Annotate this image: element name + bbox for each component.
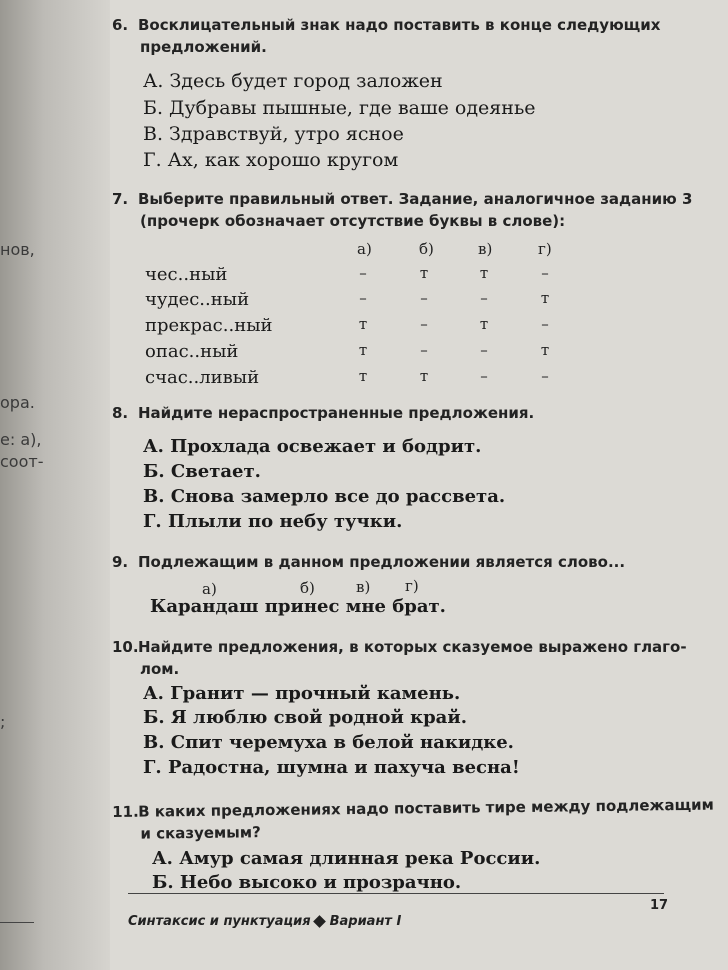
table-cell: – xyxy=(420,289,428,307)
table-cell: т xyxy=(358,367,368,385)
table-cell: т xyxy=(540,289,550,307)
table-header-a: а) xyxy=(357,240,372,258)
table-row-word: прекрас..ный xyxy=(145,315,273,336)
margin-fragment-3: е: а), xyxy=(0,430,42,449)
question-number: 8. xyxy=(112,404,129,422)
margin-rule xyxy=(0,922,34,923)
table-cell: – xyxy=(541,367,549,385)
table-cell: – xyxy=(480,289,488,307)
table-cell: – xyxy=(420,341,428,359)
q9-label-c: в) xyxy=(356,578,371,596)
table-cell: – xyxy=(541,264,549,282)
question-text: Найдите нераспространенные предложения. xyxy=(138,404,535,422)
question-text-cont: лом. xyxy=(140,660,180,678)
table-cell: – xyxy=(480,341,488,359)
question-9 xyxy=(112,551,625,573)
margin-fragment-1: нов, xyxy=(0,240,35,259)
question-text-cont: (прочерк обозначает отсутствие буквы в слове): xyxy=(140,212,566,230)
q8-option-d: Г. Плыли по небу тучки. xyxy=(143,511,403,532)
margin-fragment-5: ; xyxy=(0,712,6,731)
table-cell: – xyxy=(480,367,488,385)
margin-fragment-4: соот- xyxy=(0,452,44,471)
q11-option-a: А. Амур самая длинная река России. xyxy=(152,848,541,869)
table-cell: т xyxy=(540,341,550,359)
q8-option-a: А. Прохлада освежает и бодрит. xyxy=(143,436,482,457)
question-text: Найдите предложения, в которых сказуемое выражено глаго- xyxy=(138,638,687,656)
question-text-cont: и сказуемым? xyxy=(140,823,261,843)
margin-fragment-2: ора. xyxy=(0,393,35,412)
table-cell: – xyxy=(420,315,428,333)
question-11 xyxy=(112,794,714,845)
diamond-icon xyxy=(313,915,326,928)
question-number: 7. xyxy=(112,190,129,208)
q6-option-a: А. Здесь будет город заложен xyxy=(143,70,443,92)
question-text: Восклицательный знак надо поставить в конце следующих xyxy=(138,16,661,34)
page-number: 17 xyxy=(650,898,669,913)
table-cell: т xyxy=(419,264,429,282)
question-6 xyxy=(112,14,660,58)
question-number: 9. xyxy=(112,553,129,571)
question-text-cont: предложений. xyxy=(140,38,267,56)
footer xyxy=(128,914,401,929)
table-row-word: опас..ный xyxy=(145,341,239,362)
table-cell: т xyxy=(419,367,429,385)
q8-option-b: Б. Светает. xyxy=(143,461,261,482)
q10-option-a: А. Гранит — прочный камень. xyxy=(143,683,461,704)
question-10 xyxy=(112,636,687,680)
table-cell: т xyxy=(358,315,368,333)
table-cell: т xyxy=(358,341,368,359)
table-cell: – xyxy=(541,315,549,333)
q8-option-c: В. Снова замерло все до рассвета. xyxy=(143,486,506,507)
q6-option-c: В. Здравствуй, утро ясное xyxy=(143,123,404,145)
q9-label-d: г) xyxy=(405,577,419,595)
q6-option-b: Б. Дубравы пышные, где ваше одеянье xyxy=(143,97,536,119)
footer-variant: Вариант I xyxy=(329,914,402,929)
q9-sentence: Карандаш принес мне брат. xyxy=(150,596,446,617)
question-text: Выберите правильный ответ. Задание, аналогичное заданию 3 xyxy=(138,190,693,208)
table-cell: т xyxy=(479,264,489,282)
q6-option-d: Г. Ах, как хорошо кругом xyxy=(143,149,399,171)
question-number: 10. xyxy=(112,638,139,656)
q10-option-d: Г. Радостна, шумна и пахуча весна! xyxy=(143,757,520,778)
table-row-word: чес..ный xyxy=(145,264,228,285)
footer-section: Синтаксис и пунктуация xyxy=(128,914,311,929)
table-cell: – xyxy=(359,264,367,282)
question-8 xyxy=(112,402,534,424)
question-number: 11. xyxy=(112,802,139,821)
table-cell: – xyxy=(359,289,367,307)
q10-option-b: Б. Я люблю свой родной край. xyxy=(143,707,467,728)
table-row-word: чудес..ный xyxy=(145,289,250,310)
table-header-c: в) xyxy=(478,240,493,258)
question-text: Подлежащим в данном предложении является слово... xyxy=(138,553,626,571)
table-row-word: счас..ливый xyxy=(145,367,260,388)
question-number: 6. xyxy=(112,16,129,34)
footer-rule xyxy=(128,893,664,894)
q11-option-b: Б. Небо высоко и прозрачно. xyxy=(152,872,462,893)
page-shadow xyxy=(0,0,110,970)
q9-label-a: а) xyxy=(202,580,217,598)
table-header-b: б) xyxy=(419,240,434,258)
table-header-d: г) xyxy=(538,240,552,258)
q9-label-b: б) xyxy=(300,579,315,597)
question-text: В каких предложениях надо поставить тире между подлежащим xyxy=(138,795,714,821)
q10-option-c: В. Спит черемуха в белой накидке. xyxy=(143,732,514,753)
question-7 xyxy=(112,188,692,232)
table-cell: т xyxy=(479,315,489,333)
